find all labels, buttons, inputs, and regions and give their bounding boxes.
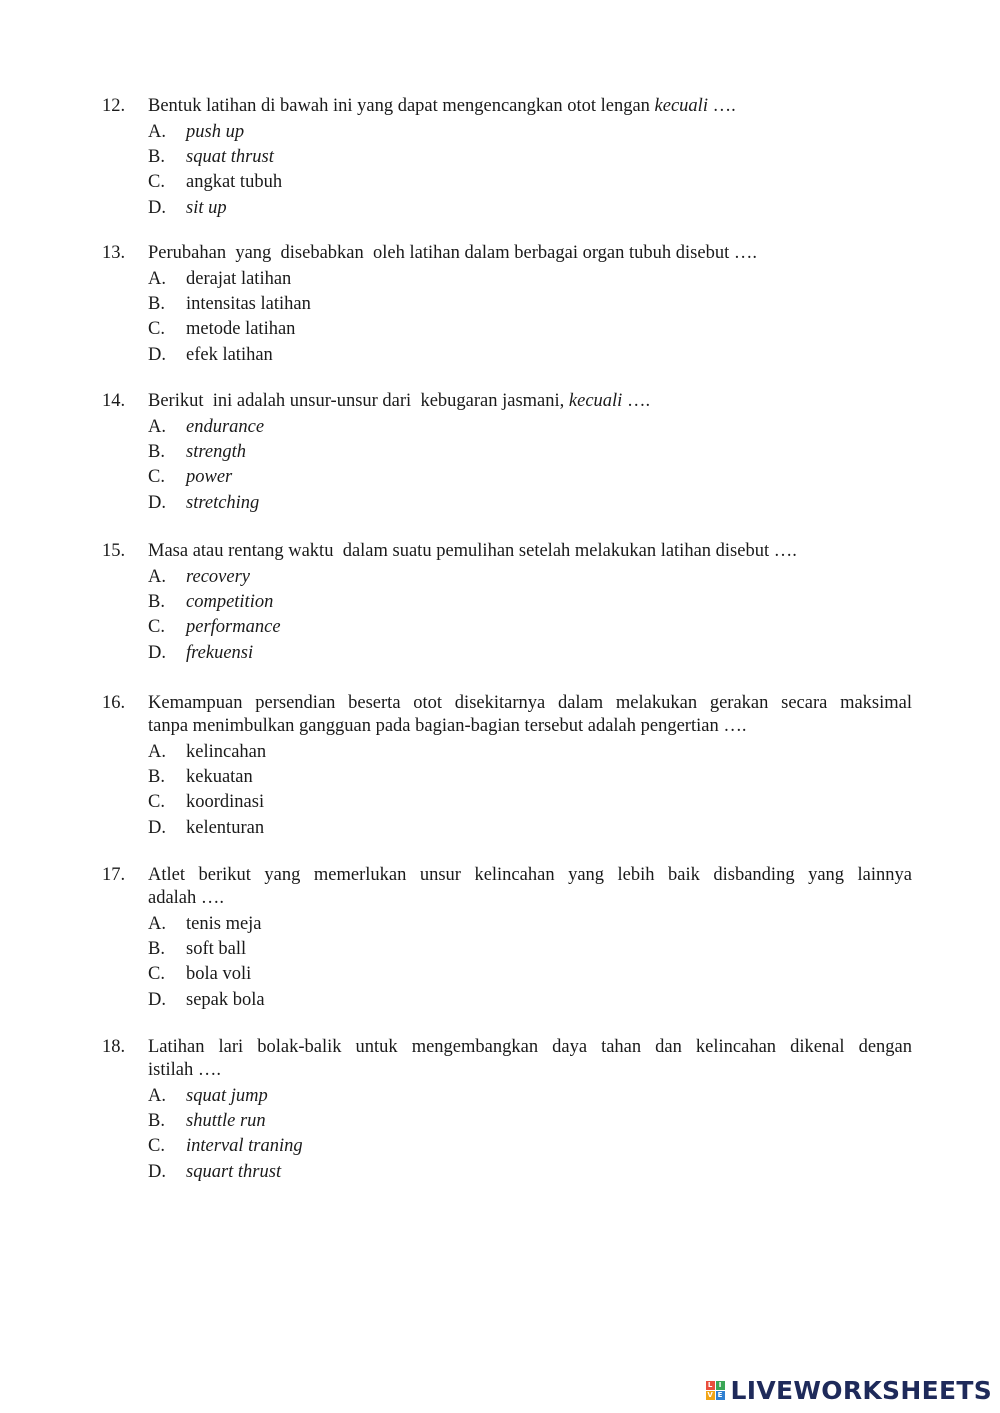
answer-options xyxy=(148,740,912,841)
question-text-line-1: Atlet berikut yang memerlukan unsur kelincahan yang lebih baik disbanding yang lainnya xyxy=(148,865,912,885)
question-17 xyxy=(102,864,912,1013)
option-d[interactable]: D. stretching xyxy=(148,492,260,513)
answer-options xyxy=(148,267,912,368)
question-12 xyxy=(102,95,912,221)
option-d[interactable]: D. sepak bola xyxy=(148,989,265,1010)
question-text: Perubahan yang disebabkan oleh latihan dalam berbagai organ tubuh disebut …. xyxy=(148,243,757,263)
logo-tile: I xyxy=(716,1381,725,1390)
question-number: 13. xyxy=(102,243,126,263)
question-text-line-2: adalah …. xyxy=(148,888,225,908)
option-d[interactable]: D. kelenturan xyxy=(148,817,265,838)
logo-tile: E xyxy=(716,1391,725,1400)
option-b[interactable]: B. shuttle run xyxy=(148,1111,266,1132)
question-number: 15. xyxy=(102,541,126,561)
answer-options xyxy=(148,415,912,516)
question-13 xyxy=(102,242,912,368)
question-16 xyxy=(102,692,912,841)
question-text: Masa atau rentang waktu dalam suatu pemulihan setelah melakukan latihan disebut …. xyxy=(148,541,797,561)
question-stem xyxy=(102,95,912,118)
option-a[interactable]: A. push up xyxy=(148,122,245,142)
question-text-line-1: Latihan lari bolak-balik untuk mengembangkan daya tahan dan kelincahan dikenal dengan xyxy=(148,1037,912,1057)
option-d[interactable]: D. efek latihan xyxy=(148,344,273,365)
option-d[interactable]: D. squart thrust xyxy=(148,1161,282,1182)
question-text-line-2: istilah …. xyxy=(148,1060,221,1080)
answer-options xyxy=(148,565,912,666)
option-d[interactable]: D. sit up xyxy=(148,197,227,218)
question-stem xyxy=(102,864,912,910)
question-stem xyxy=(102,390,912,413)
option-a[interactable]: A. recovery xyxy=(148,567,251,587)
option-c[interactable]: C. bola voli xyxy=(148,964,252,985)
question-number: 18. xyxy=(102,1037,126,1057)
watermark-text: LIVEWORKSHEETS xyxy=(730,1376,992,1405)
question-stem xyxy=(102,1036,912,1082)
question-stem xyxy=(102,692,912,738)
option-c[interactable]: C. metode latihan xyxy=(148,319,296,340)
option-a[interactable]: A. tenis meja xyxy=(148,914,262,934)
question-14 xyxy=(102,390,912,516)
question-text: Berikut ini adalah unsur-unsur dari kebugaran jasmani, kecuali …. xyxy=(148,391,651,411)
option-b[interactable]: B. competition xyxy=(148,592,274,613)
question-18 xyxy=(102,1036,912,1185)
question-number: 14. xyxy=(102,391,126,411)
question-number: 16. xyxy=(102,693,126,713)
question-text-line-1: Kemampuan persendian beserta otot disekitarnya dalam melakukan gerakan secara maksimal xyxy=(148,693,912,713)
question-stem xyxy=(102,540,912,563)
question-text-line-2: tanpa menimbulkan gangguan pada bagian-bagian tersebut adalah pengertian …. xyxy=(148,716,747,736)
option-b[interactable]: B. kekuatan xyxy=(148,767,253,788)
option-c[interactable]: C. interval traning xyxy=(148,1136,303,1157)
question-stem xyxy=(102,242,912,265)
option-c[interactable]: C. angkat tubuh xyxy=(148,172,283,193)
option-a[interactable]: A. squat jump xyxy=(148,1086,268,1106)
question-15 xyxy=(102,540,912,666)
question-number: 12. xyxy=(102,96,126,116)
option-a[interactable]: A. kelincahan xyxy=(148,742,267,762)
logo-tile: V xyxy=(707,1391,713,1399)
liveworksheets-watermark xyxy=(706,1376,992,1405)
option-a[interactable]: A. derajat latihan xyxy=(148,269,292,289)
option-b[interactable]: B. intensitas latihan xyxy=(148,294,311,315)
option-c[interactable]: C. koordinasi xyxy=(148,792,265,813)
option-b[interactable]: B. soft ball xyxy=(148,939,247,960)
question-number: 17. xyxy=(102,865,126,885)
answer-options xyxy=(148,120,912,221)
option-d[interactable]: D. frekuensi xyxy=(148,642,254,663)
logo-tile: L xyxy=(706,1381,715,1390)
option-c[interactable]: C. power xyxy=(148,467,233,488)
option-a[interactable]: A. endurance xyxy=(148,417,265,437)
option-b[interactable]: B. strength xyxy=(148,442,246,463)
question-text: Bentuk latihan di bawah ini yang dapat mengencangkan otot lengan kecuali …. xyxy=(148,96,736,116)
answer-options xyxy=(148,1084,912,1185)
liveworksheets-logo-icon xyxy=(706,1381,725,1400)
option-c[interactable]: C. performance xyxy=(148,617,281,638)
option-b[interactable]: B. squat thrust xyxy=(148,147,274,168)
answer-options xyxy=(148,912,912,1013)
